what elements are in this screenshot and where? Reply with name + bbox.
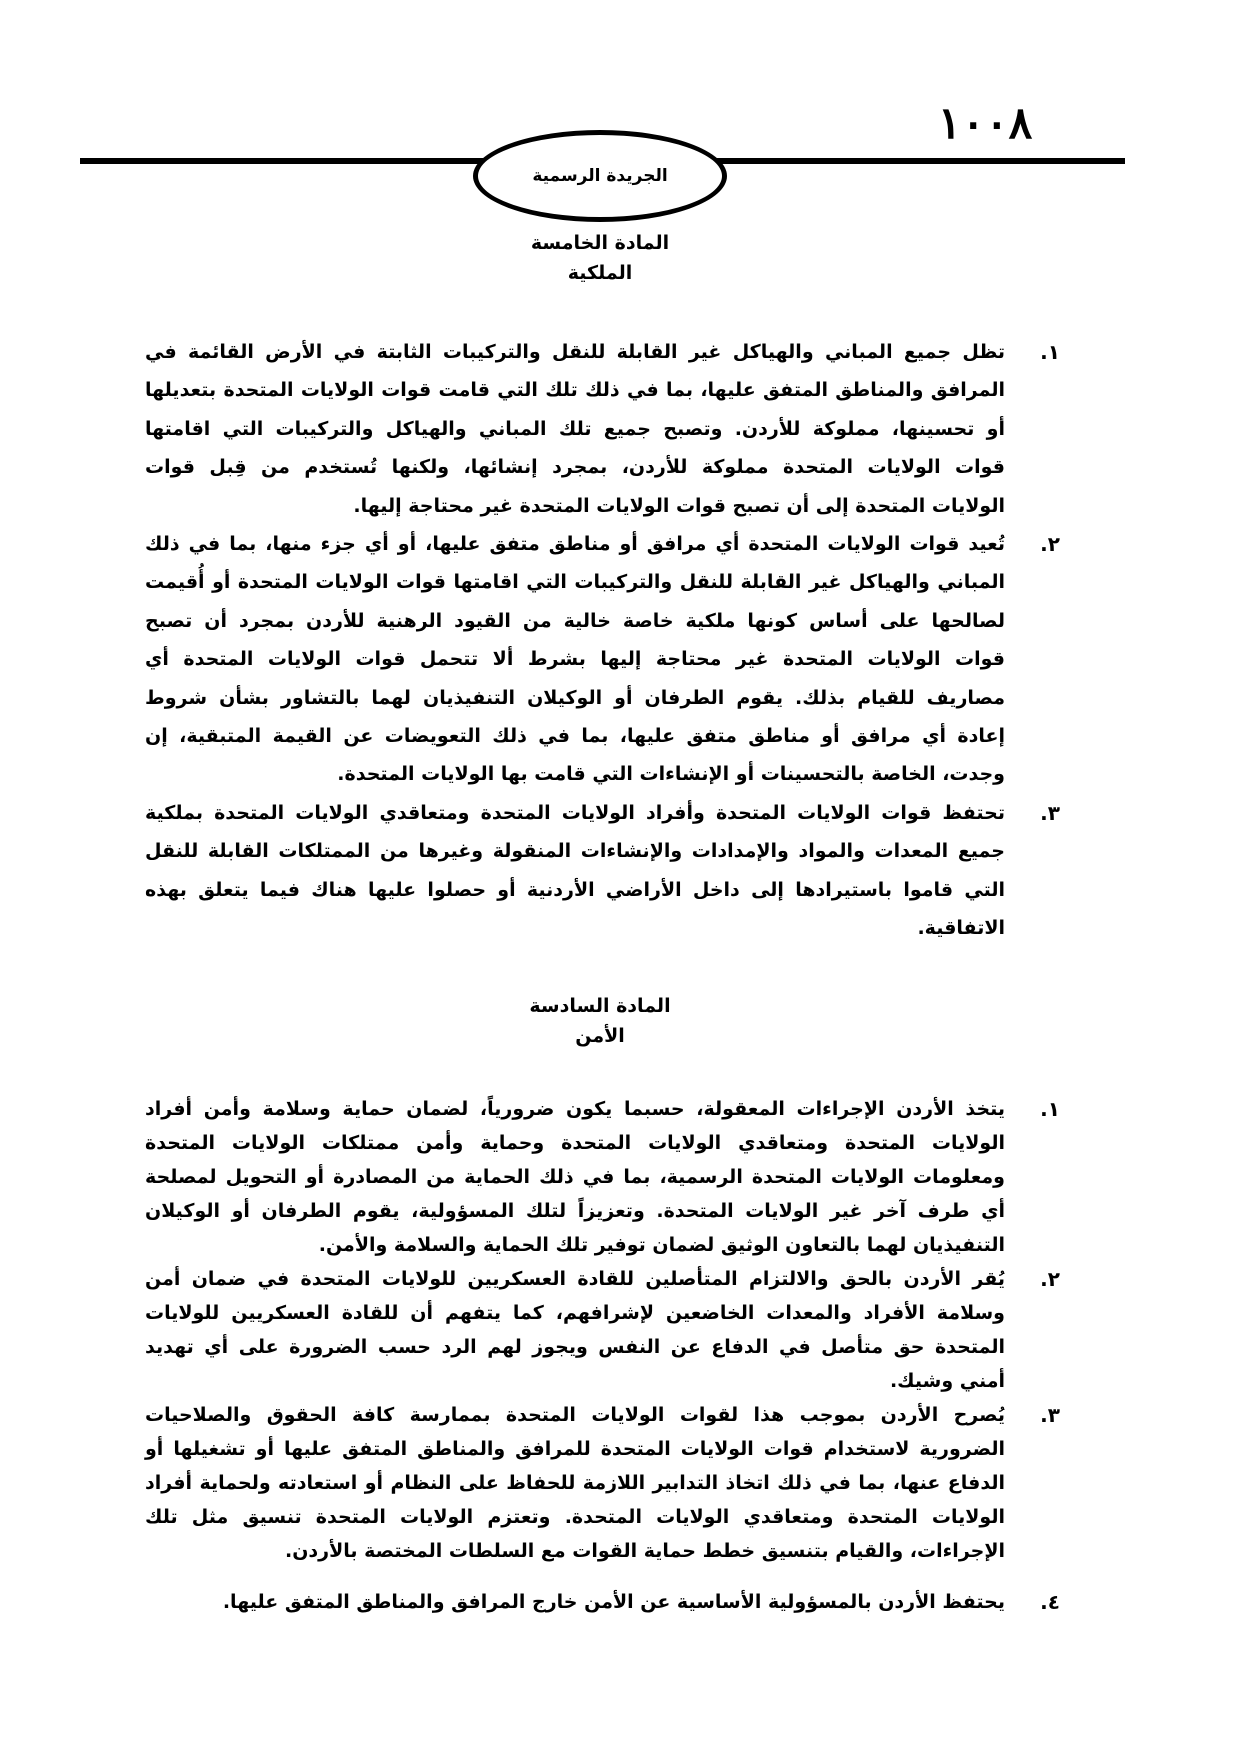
text-line: تحتفظ قوات الولايات المتحدة وأفراد الولايات المتحدة ومتعاقدي الولايات المتحدة بملكية [145, 802, 1005, 824]
item-number: ١. [1040, 1097, 1060, 1121]
text-line: الإجراءات، والقيام بتنسيق خطط حماية القوات مع السلطات المختصة بالأردن. [284, 1540, 1005, 1562]
gazette-title-oval [473, 130, 727, 222]
text-line: وجدت، الخاصة بالتحسينات أو الإنشاءات التي قامت بها الولايات المتحدة. [337, 763, 1005, 786]
text-line: تُعيد قوات الولايات المتحدة أي مرافق أو مناطق متفق عليها، أو أي جزء منها، بما في ذلك [145, 533, 1005, 555]
text-line: تظل جميع المباني والهياكل غير القابلة للنقل والتركيبات الثابتة في الأرض القائمة في [145, 341, 1005, 363]
text-line: يتخذ الأردن الإجراءات المعقولة، حسبما يكون ضرورياً، لضمان حماية وسلامة وأمن أفراد [145, 1098, 1005, 1120]
item-text [145, 1262, 1005, 1398]
article5-title: المادة الخامسة [530, 232, 670, 254]
item-number: ٣. [1040, 1403, 1060, 1427]
article6-title: المادة السادسة [529, 995, 671, 1017]
text-line: الضرورية لاستخدام قوات الولايات المتحدة للمرافق والمناطق المتفق عليها أو تشغيلها أو [145, 1438, 1005, 1460]
text-line: يُقر الأردن بالحق والالتزام المتأصلين للقادة العسكريين للولايات المتحدة في ضمان أمن [145, 1268, 1005, 1290]
text-line: ومعلومات الولايات المتحدة الرسمية، بما في ذلك الحماية من المصادرة أو التحويل لمصلحة [145, 1166, 1005, 1188]
item-text [145, 794, 1005, 948]
item-text [145, 525, 1005, 794]
item-text [145, 1092, 1005, 1262]
page-number: ١٠٠٨ [937, 98, 1033, 149]
text-line: يُصرح الأردن بموجب هذا لقوات الولايات المتحدة بممارسة كافة الحقوق والصلاحيات [145, 1404, 1005, 1426]
text-line: التنفيذيان لهما بالتعاون الوثيق لضمان توفير تلك الحماية والسلامة والأمن. [318, 1234, 1005, 1256]
item-text [145, 1398, 1005, 1568]
text-line: المرافق والمناطق المتفق عليها، بما في ذلك تلك التي قامت قوات الولايات المتحدة بتعديلها [145, 379, 1005, 402]
text-line: التي قاموا باستيرادها إلى داخل الأراضي الأردنية أو حصلوا عليها هناك فيما يتعلق بهذه [145, 878, 1005, 901]
item-number: ٢. [1040, 1267, 1060, 1291]
text-line: وسلامة الأفراد والمعدات الخاضعين لإشرافهم، كما يتفهم أن للقادة العسكريين للولايات [145, 1302, 1005, 1324]
item-number: ١. [1040, 340, 1060, 364]
text-line: أي طرف آخر غير الولايات المتحدة. وتعزيزاً لتلك المسؤولية، يقوم الطرفان أو الوكيلان [145, 1200, 1005, 1222]
text-line: الدفاع عنها، بما في ذلك اتخاذ التدابير اللازمة للحفاظ على النظام أو استعادته ولحماية أفراد [145, 1472, 1005, 1494]
item-text [145, 1585, 1005, 1619]
text-line: الاتفاقية. [917, 917, 1005, 940]
text-line: لصالحها على أساس كونها ملكية خاصة خالية من القيود الرهنية للأردن بمجرد أن تصبح [145, 609, 1005, 632]
text-line: يحتفظ الأردن بالمسؤولية الأساسية عن الأمن خارج المرافق والمناطق المتفق عليها. [222, 1591, 1005, 1613]
text-line: إعادة أي مرافق أو مناطق متفق عليها، بما في ذلك التعويضات عن القيمة المتبقية، إن [145, 724, 1005, 747]
text-line: الولايات المتحدة ومتعاقدي الولايات المتحدة. وتعتزم الولايات المتحدة تنسيق مثل تلك [145, 1506, 1005, 1528]
text-line: جميع المعدات والمواد والإمدادات والإنشاءات المنقولة وغيرها من الممتلكات القابلة للنقل [145, 840, 1005, 863]
text-line: أو تحسينها، مملوكة للأردن. وتصبح جميع تلك المباني والهياكل والتركيبات التي اقامتها [145, 417, 1005, 440]
text-line: قوات الولايات المتحدة غير محتاجة إليها بشرط ألا تتحمل قوات الولايات المتحدة أي [145, 648, 1005, 671]
article6-subtitle: الأمن [575, 1025, 625, 1047]
text-line: الولايات المتحدة إلى أن تصبح قوات الولايات المتحدة غير محتاجة إليها. [353, 494, 1005, 517]
text-line: أمني وشيك. [889, 1370, 1005, 1392]
item-number: ٤. [1040, 1590, 1060, 1614]
item-number: ٢. [1040, 532, 1060, 556]
text-line: المباني والهياكل غير القابلة للنقل والتركيبات التي اقامتها قوات الولايات المتحدة أو أُقيمت [145, 571, 1005, 594]
item-text [145, 333, 1005, 525]
text-line: مصاريف للقيام بذلك. يقوم الطرفان أو الوكيلان التنفيذيان لهما بالتشاور بشأن شروط [145, 686, 1005, 709]
gazette-title: الجريدة الرسمية [532, 166, 668, 186]
item-number: ٣. [1040, 801, 1060, 825]
text-line: المتحدة حق متأصل في الدفاع عن النفس ويجوز لهم الرد حسب الضرورة على أي تهديد [145, 1336, 1005, 1358]
text-line: الولايات المتحدة ومتعاقدي الولايات المتحدة وحماية وأمن ممتلكات الولايات المتحدة [145, 1132, 1005, 1154]
article5-subtitle: الملكية [567, 262, 633, 284]
text-line: قوات الولايات المتحدة مملوكة للأردن، بمجرد إنشائها، ولكنها تُستخدم من قِبل قوات [145, 456, 1005, 479]
